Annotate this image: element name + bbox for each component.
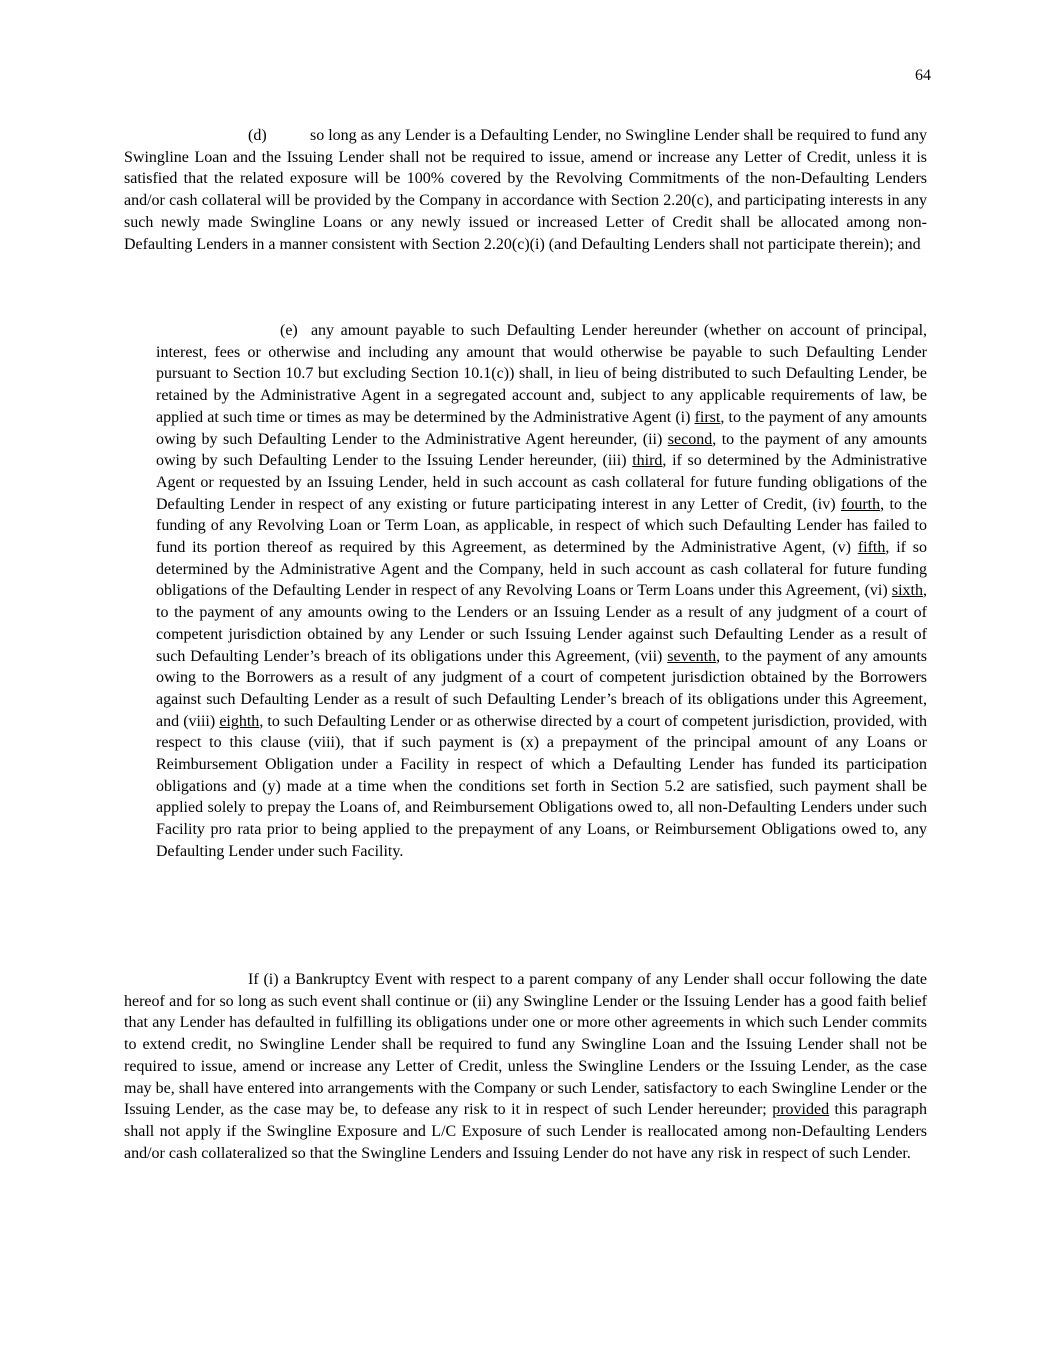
underlined-term-fourth: fourth: [840, 495, 881, 513]
underlined-term-first: first: [694, 408, 721, 426]
paragraph-d-label: (d): [248, 127, 267, 144]
paragraph-e-text: , to the funding of any Revolving Loan or Term Loan, as applicable, in respect of which such Defaulting Lender has failed to fund its portion thereof as required by this Agreement, as determined by the Administrative Agent, (v): [156, 495, 927, 557]
underlined-term-fifth: fifth: [857, 539, 886, 557]
paragraph-e: [156, 320, 927, 863]
paragraph-bankruptcy: [124, 969, 927, 1164]
underlined-term-provided: provided: [772, 1101, 830, 1119]
paragraph-e-text: , to the payment of any amounts owing to the Borrowers as a result of any judgment of a court of competent jurisdiction obtained by the Borrowers against such Defaulting Lender as a result of such Defaulting Lender’s breach of its obligations under this Agreement, and (viii): [156, 647, 928, 730]
underlined-term-eighth: eighth: [219, 712, 260, 730]
paragraph-e-text: , to the payment of any amounts owing by such Defaulting Lender to the Issuing Lender hereunder, (iii): [156, 430, 928, 470]
paragraph-e-text: , to the payment of any amounts owing to the Lenders or an Issuing Lender as a result of any judgment of a court of competent jurisdiction obtained by any Lender or such Issuing Lender against such Defaulting Lender as a result of such Defaulting Lender’s breach of its obligations under this Agreement, (vii): [156, 582, 927, 665]
underlined-term-sixth: sixth: [891, 582, 923, 600]
paragraph-bankruptcy-text: If (i) a Bankruptcy Event with respect to a parent company of any Lender shall occur following the date hereof and for so long as such event shall continue or (ii) any Swingline Lender or the Issuing Lender has a good faith belief that any Lender has defaulted in fulfilling its obligations under one or more other agreements in which such Lender commits to extend credit, no Swingline Lender shall be required to fund any Swingline Loan and the Issuing Lender shall not be required to issue, amend or increase any Letter of Credit, unless the Swingline Lenders or the Issuing Lender, as the case may be, shall have entered into arrangements with the Company or such Lender, satisfactory to each Swingline Lender or the Issuing Lender, as the case may be, to defease any risk to it in respect of such Lender hereunder;: [124, 971, 927, 1119]
paragraph-e-label: (e): [280, 322, 298, 339]
paragraph-e-text: any amount payable to such Defaulting Lender hereunder (whether on account of principal, interest, fees or otherwise and including any amount that would otherwise be payable to such Defaulting Lender pursuant to Section 10.7 but excluding Section 10.1(c)) shall, in lieu of being distributed to such Defaulting Lender, be retained by the Administrative Agent in a segregated account and, subject to any applicable requirements of law, be applied at such time or times as may be determined by the Administrative Agent (i): [156, 322, 928, 426]
underlined-term-third: third: [632, 452, 663, 470]
paragraph-e-text: , to the payment of any amounts owing by such Defaulting Lender to the Administrative Agent hereunder, (ii): [156, 408, 928, 448]
paragraph-d-text: so long as any Lender is a Defaulting Lender, no Swingline Lender shall be required to fund any Swingline Loan and the Issuing Lender shall not be required to issue, amend or increase any Letter of Credit, unless it is satisfied that the related exposure will be 100% covered by the Revolving Commitments of the non-Defaulting Lenders and/or cash collateral will be provided by the Company in accordance with Section 2.20(c), and participating interests in any such newly made Swingline Loans or any newly issued or increased Letter of Credit shall be allocated among non-Defaulting Lenders in a manner consistent with Section 2.20(c)(i) (and Defaulting Lenders shall not participate therein); and: [124, 127, 927, 253]
paragraph-e-text: , if so determined by the Administrative Agent or requested by an Issuing Lender, held in such account as cash collateral for future funding obligations of the Defaulting Lender in respect of any existing or future participating interest in any Letter of Credit, (iv): [156, 452, 927, 513]
page-number: 64: [915, 67, 931, 84]
paragraph-e-text: , to such Defaulting Lender or as otherwise directed by a court of competent jurisdiction, provided, with respect to this clause (viii), that if such payment is (x) a prepayment of the principal amount of any Loans or Reimbursement Obligation under a Facility in respect of which a Defaulting Lender has funded its participation obligations and (y) made at a time when the conditions set forth in Section 5.2 are satisfied, such payment shall be applied solely to prepay the Loans of, and Reimbursement Obligations owed to, all non-Defaulting Lenders under such Facility pro rata prior to being applied to the prepayment of any Loans, or Reimbursement Obligations owed to, any Defaulting Lender under such Facility.: [156, 712, 928, 860]
paragraph-d: [124, 125, 927, 255]
paragraph-bankruptcy-text: this paragraph shall not apply if the Swingline Exposure and L/C Exposure of such Lender is reallocated among non-Defaulting Lenders and/or cash collateralized so that the Swingline Lenders and Issuing Lender do not have any risk in respect of such Lender.: [124, 1101, 928, 1162]
underlined-term-seventh: seventh: [667, 647, 717, 665]
paragraph-e-text: , if so determined by the Administrative Agent and the Company, held in such account as cash collateral for future funding obligations of the Defaulting Lender in respect of any Revolving Loans or Term Loans under this Agreement, (vi): [156, 539, 928, 600]
underlined-term-second: second: [667, 430, 713, 448]
